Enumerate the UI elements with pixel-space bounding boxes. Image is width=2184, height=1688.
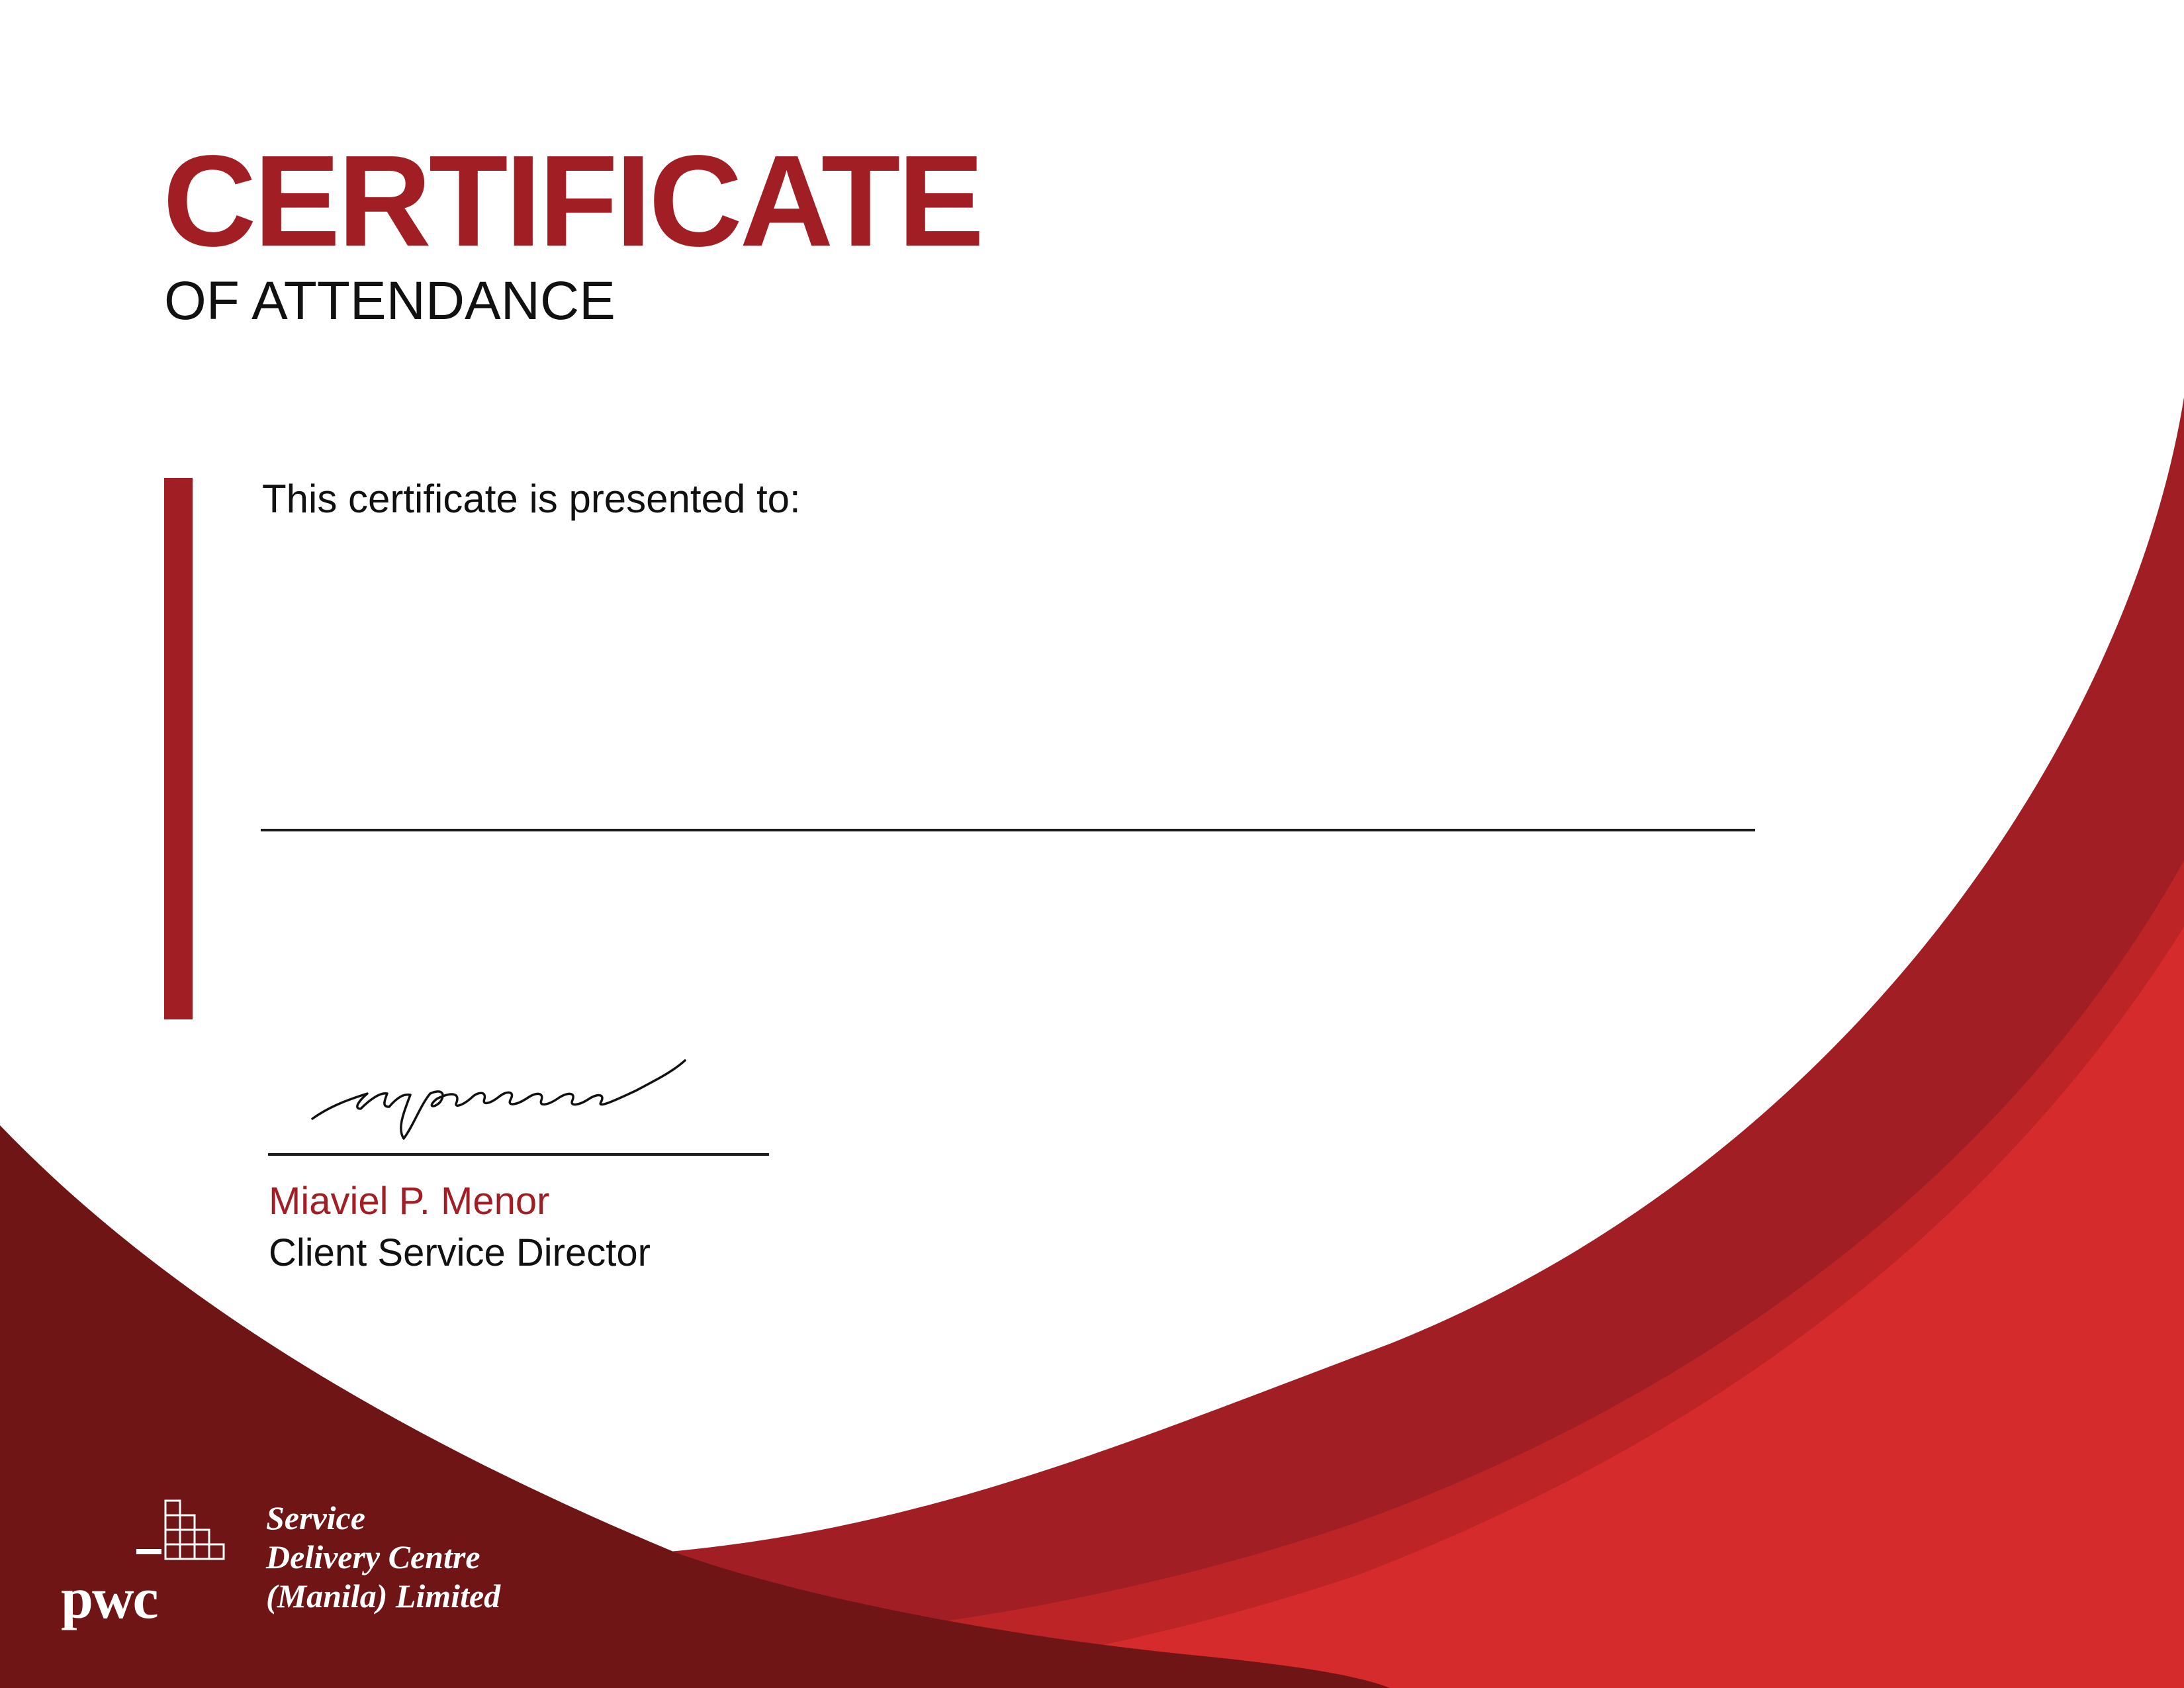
pwc-logo-text: pwc [61,1567,158,1631]
signatory-name: Miaviel P. Menor [269,1180,550,1223]
certificate-subtitle: OF ATTENDANCE [164,271,615,331]
recipient-name-line [261,829,1755,831]
certificate-title: CERTIFICATE [163,128,982,273]
company-name-line-1: Service [266,1499,365,1536]
signatory-role: Client Service Director [269,1231,651,1274]
company-name-line-2: Delivery Centre [266,1538,480,1575]
signature-image [304,1053,754,1152]
accent-bar [164,478,193,1019]
signature-line [268,1153,769,1156]
presented-to-label: This certificate is presented to: [262,477,801,521]
company-name-line-3: (Manila) Limited [266,1577,501,1615]
company-name [266,1499,500,1616]
